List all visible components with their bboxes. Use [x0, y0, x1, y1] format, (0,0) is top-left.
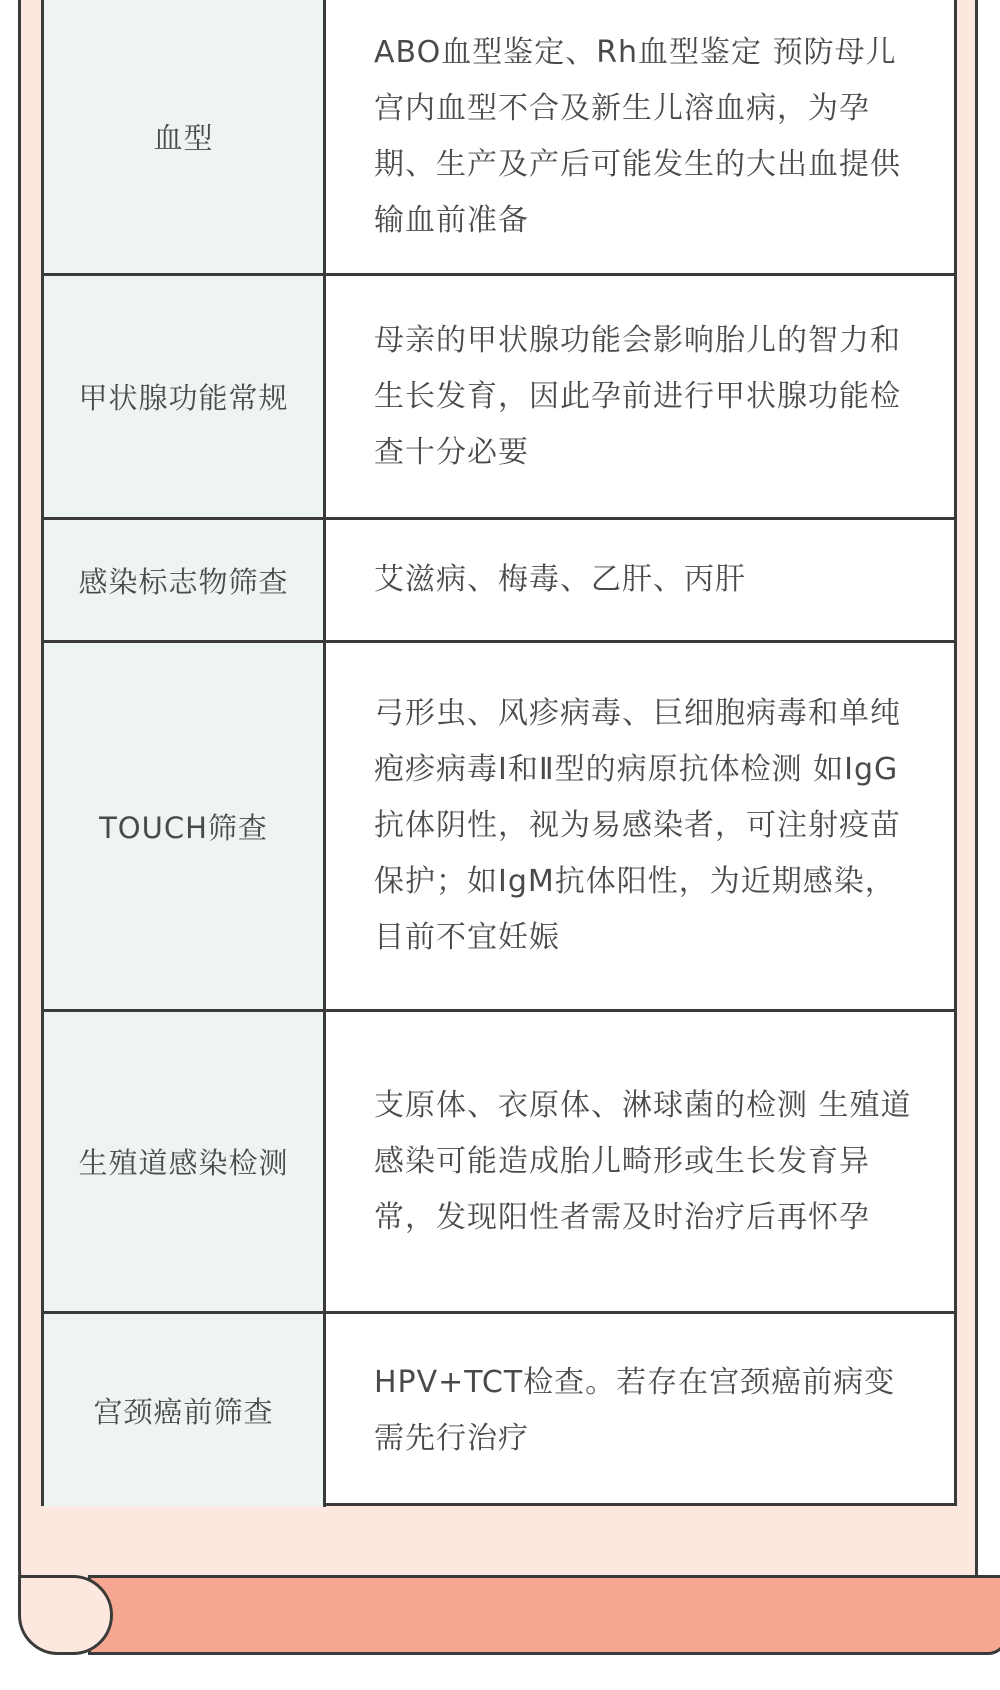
row-desc-thyroid: 母亲的甲状腺功能会影响胎儿的智力和生长发育，因此孕前进行甲状腺功能检查十分必要 [326, 276, 954, 520]
scroll-curl-left [18, 1575, 113, 1655]
exam-table [41, 0, 957, 1506]
row-label-infection-markers: 感染标志物筛查 [44, 520, 326, 643]
row-label-cervical: 宫颈癌前筛查 [44, 1314, 326, 1507]
row-label-thyroid: 甲状腺功能常规 [44, 276, 326, 520]
row-desc-cervical: HPV+TCT检查。若存在宫颈癌前病变需先行治疗 [374, 1364, 896, 1456]
row-desc-blood-type: ABO血型鉴定、Rh血型鉴定 预防母儿宫内血型不合及新生儿溶血病，为孕期、生产及产后可能发生的大出血提供输血前准备 [326, 0, 954, 276]
scroll-roll-bottom [88, 1575, 1000, 1655]
row-desc-genital-infection: 支原体、衣原体、淋球菌的检测 生殖道感染可能造成胎儿畸形或生长发育异常，发现阳性者需及时治疗后再怀孕 [326, 1012, 954, 1314]
row-label-blood-type: 血型 [44, 0, 326, 276]
row-desc-touch: 弓形虫、风疹病毒、巨细胞病毒和单纯疱疹病毒Ⅰ和Ⅱ型的病原抗体检测 如IgG抗体阴性，视为易感染者，可注射疫苗保护；如IgM抗体阳性，为近期感染，目前不宜妊娠 [326, 643, 954, 1012]
row-desc-infection-markers: 艾滋病、梅毒、乙肝、丙肝 [326, 520, 954, 643]
row-label-genital-infection: 生殖道感染检测 [44, 1012, 326, 1314]
row-label-touch: TOUCH筛查 [44, 643, 326, 1012]
